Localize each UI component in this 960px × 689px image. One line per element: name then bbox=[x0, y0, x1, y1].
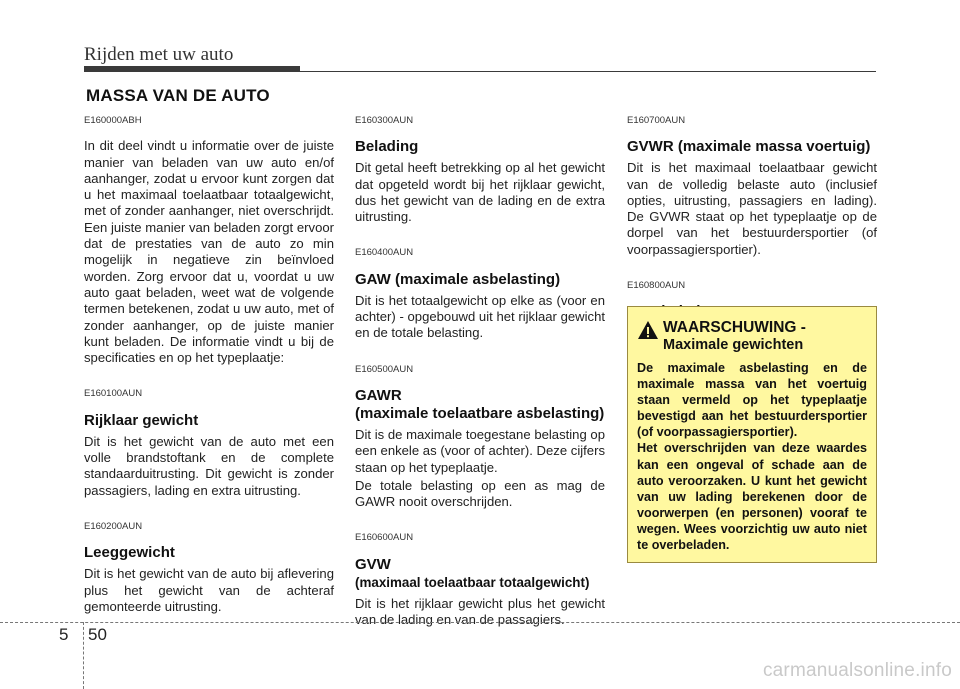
warning-body bbox=[637, 360, 867, 553]
column-2 bbox=[355, 113, 605, 628]
section-code: E160500AUN bbox=[355, 363, 414, 375]
section-code: E160200AUN bbox=[84, 520, 143, 532]
column-1 bbox=[84, 113, 334, 615]
heading-gvw bbox=[355, 556, 605, 592]
section-code: E160800AUN bbox=[627, 280, 686, 292]
section-code: E160700AUN bbox=[627, 115, 686, 126]
paragraph-rijklaar-gewicht: Dit is het gewicht van de auto met een volle brandstoftank en de complete standaarduitrusting. Dit gewicht is zonder passagiers, lading en extra uitrusting. bbox=[84, 433, 334, 498]
section-code: E160300AUN bbox=[355, 115, 414, 126]
heading-belading: Belading bbox=[355, 138, 419, 156]
paragraph-belading: Dit getal heeft betrekking op al het gewicht dat opgeteld wordt bij het rijklaar gewicht, dus het gewicht van de lading en de extra uitrusting. bbox=[355, 160, 605, 225]
section-code: E160100AUN bbox=[84, 388, 143, 400]
column-3 bbox=[627, 113, 877, 325]
warning-titles bbox=[663, 319, 806, 354]
warning-triangle-icon bbox=[637, 320, 659, 340]
heading-rijklaar-gewicht: Rijklaar gewicht bbox=[84, 411, 199, 429]
section-code: E160600AUN bbox=[355, 532, 414, 544]
paragraph-gvw: Dit is het rijklaar gewicht plus het gewicht van de lading en van de passagiers. bbox=[355, 595, 605, 628]
heading-gvwr: GVWR (maximale massa voertuig) bbox=[627, 138, 871, 156]
heading-leeggewicht: Leeggewicht bbox=[84, 544, 175, 562]
paragraph-gawr-1: Dit is de maximale toegestane belasting op een enkele as (voor of achter). Deze cijfers staan op het typeplaatje. bbox=[355, 426, 605, 475]
header-title: Rijden met uw auto bbox=[84, 44, 234, 65]
page-number: 50 bbox=[88, 625, 107, 644]
heading-gvw-line2: (maximaal toelaatbaar totaalgewicht) bbox=[355, 574, 590, 590]
watermark: carmanualsonline.info bbox=[762, 660, 952, 681]
paragraph-gawr-2: De totale belasting op een as mag de GAWR nooit overschrijden. bbox=[355, 477, 605, 510]
section-code: E160000ABH bbox=[84, 115, 142, 126]
heading-gawr bbox=[355, 387, 605, 423]
footer-divider bbox=[83, 622, 84, 689]
footer-rule bbox=[0, 622, 960, 623]
heading-gawr-line1: GAWR bbox=[355, 386, 402, 404]
intro-paragraph: In dit deel vindt u informatie over de juiste manier van beladen van uw auto en/of aanhanger, zodat u ervoor kunt zorgen dat u het maximaal toelaatbaar totaalgewicht, met of zonder aanhanger, niet overschrijdt. Een juiste manier van beladen zorgt ervoor dat de prestaties van de auto zo min mogelijk in negatieve zin beïnvloed worden. Zorg ervoor dat u, voordat u uw auto gaat beladen, weet wat de volgende termen betekenen, zodat u uw auto, met of zonder aanhanger, op de juiste manier kunt beladen. De informatie vindt u bij de specificaties en op het typeplaatje: bbox=[84, 138, 334, 366]
chapter-number: 5 bbox=[59, 625, 69, 644]
warning-header bbox=[637, 319, 867, 354]
heading-gawr-line2: (maximale toelaatbare asbelasting) bbox=[355, 404, 605, 422]
paragraph-leeggewicht: Dit is het gewicht van de auto bij aflevering plus het gewicht van de achteraf gemonteerde uitrusting. bbox=[84, 566, 334, 614]
warning-subtitle: Maximale gewichten bbox=[663, 337, 804, 353]
header-rule bbox=[84, 71, 876, 72]
warning-box bbox=[627, 306, 877, 563]
warning-title: WAARSCHUWING - bbox=[663, 319, 806, 336]
section-title: MASSA VAN DE AUTO bbox=[86, 86, 270, 105]
heading-gaw: GAW (maximale asbelasting) bbox=[355, 270, 561, 288]
warning-text-1: De maximale asbelasting en de maximale massa van het voertuig staan vermeld op het typeplaatje bevestigd aan het bestuurdersportier (of voorpassagiersportier). bbox=[637, 361, 867, 440]
paragraph-gvwr: Dit is het maximaal toelaatbaar gewicht van de volledig belaste auto (inclusief opties, uitrusting, passagiers en lading). De GVWR staat op het typeplaatje op de dorpel van het bestuurdersportier (of voorpassagiersportier). bbox=[627, 160, 877, 257]
section-code: E160400AUN bbox=[355, 247, 414, 259]
heading-gvw-line1: GVW bbox=[355, 555, 391, 573]
paragraph-gaw: Dit is het totaalgewicht op elke as (voor en achter) - opgebouwd uit het rijklaar gewicht en de totale belasting. bbox=[355, 292, 605, 341]
warning-text-2: Het overschrijden van deze waardes kan een ongeval of schade aan de auto veroorzaken. U kunt het gewicht van uw lading berekenen door de voorwerpen (en personen) vooraf te wegen. Wees voorzichtig uw auto niet te overbeladen. bbox=[637, 441, 867, 553]
